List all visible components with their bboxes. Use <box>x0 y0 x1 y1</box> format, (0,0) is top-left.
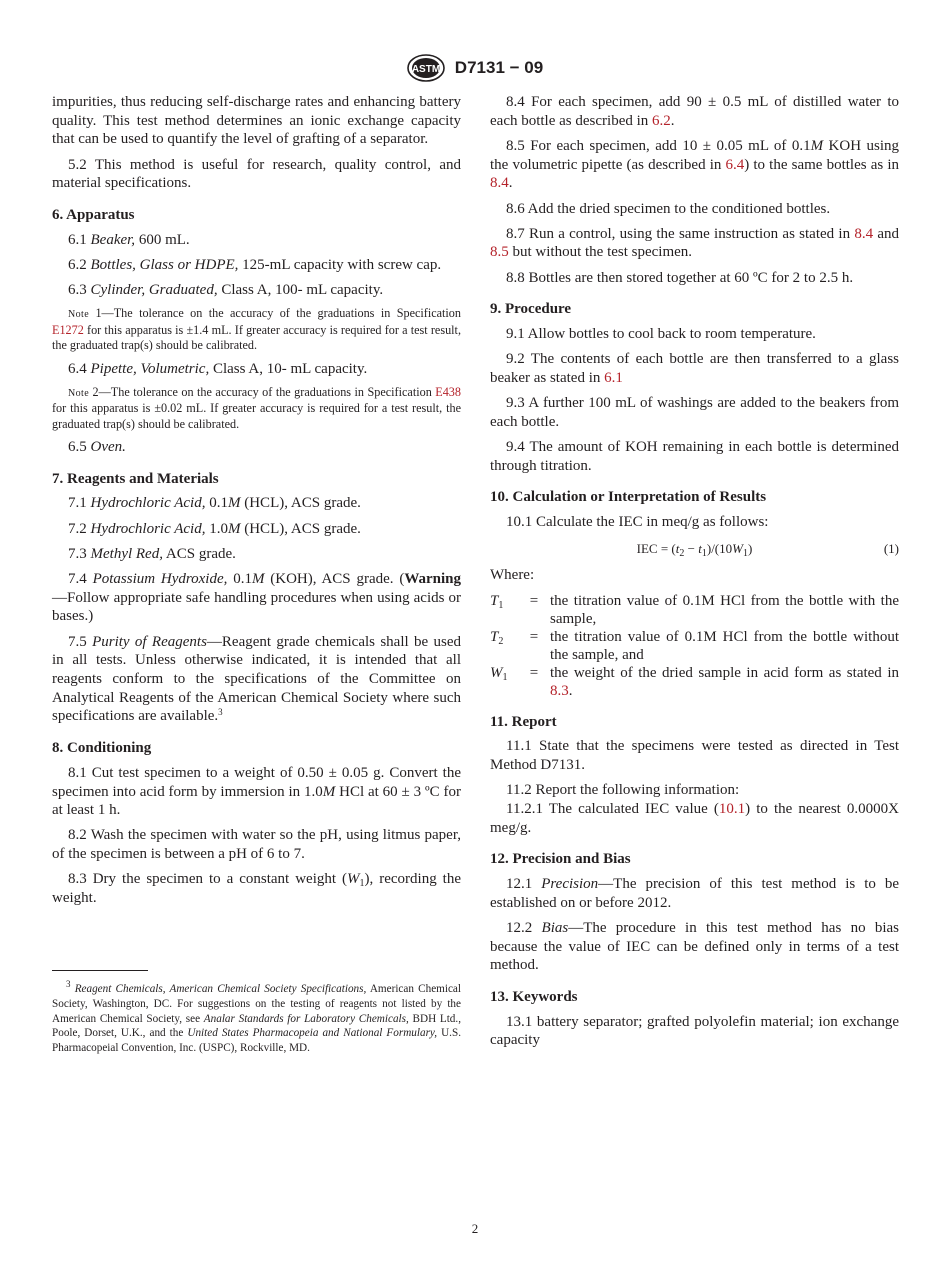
definition-row: $T_2$ = the titration value of 0.1M HCl from the bottle without the sample, and <box>490 628 899 663</box>
equation-number: (1) <box>883 541 899 557</box>
note-1: Note 1—The tolerance on the accuracy of the graduations in Specification E1272 for this apparatus is ±1.4 mL. If greater accuracy is required for a test result, the graduated trap(s) should be calibrated. <box>52 306 461 353</box>
section-6-5: 6.5 Oven. <box>68 438 126 455</box>
section-9-4: 9.4 The amount of KOH remaining in each bottle is determined through titration. <box>490 439 899 474</box>
section-7-2: 7.2 Hydrochloric Acid, 1.0M (HCL), ACS grade. <box>68 520 361 537</box>
section-7-3: 7.3 Methyl Red, ACS grade. <box>68 545 236 562</box>
document-designation: D7131 − 09 <box>454 58 544 77</box>
section-5-2: 5.2 This method is useful for research, quality control, and material specifications. <box>52 156 461 192</box>
heading-calculation: 10. Calculation or Interpretation of Results <box>490 489 767 506</box>
section-12-2: 12.2 Bias—The procedure in this test method has no bias because the value of IEC can be defined only in terms of a test method. <box>490 919 900 974</box>
link-e438[interactable]: E438 <box>435 384 461 399</box>
link-8-3[interactable]: 8.3 <box>550 682 569 699</box>
paragraph-continuation: impurities, thus reducing self-discharge rates and enhancing battery quality. This test method determines an ionic exchange capacity that can be used to quantify the level of grafting of a separator. <box>52 94 461 148</box>
link-6-2[interactable]: 6.2 <box>652 112 671 129</box>
section-9-2: 9.2 The contents of each bottle are then transferred to a glass beaker as stated in 6.1 <box>490 351 899 386</box>
equation-formula: IEC = $(t_2 - t_1)/(10W_1)$ <box>636 541 753 560</box>
footnote-3: $^3$ Reagent Chemicals, American Chemical Society Specifications, American Chemical Society, Washington, DC. For suggestions on the testing of reagents not listed by the American Chemical Society, see Analar Standards for Laboratory Chemicals, BDH Ltd., Poole, Dorset, U.K., and the United States Pharmacopeia and National Formulary, U.S. Pharmacopeial Convention, Inc. (USPC), Rockville, MD. <box>52 979 462 1055</box>
heading-procedure: 9. Procedure <box>490 301 572 318</box>
section-8-2: 8.2 Wash the specimen with water so the pH, using litmus paper, of the specimen is between a pH of 6 to 7. <box>52 827 461 863</box>
section-13-1: 13.1 battery separator; grafted polyolefin material; ion exchange capacity <box>490 1013 899 1049</box>
footnote-divider <box>52 970 148 971</box>
link-6-4[interactable]: 6.4 <box>725 156 745 173</box>
variable-definitions <box>490 592 899 700</box>
heading-apparatus: 6. Apparatus <box>52 207 135 224</box>
note-2: Note 2—The tolerance on the accuracy of the graduations in Specification E438 for this apparatus is ±0.02 mL. If greater accuracy is required for a test result, the graduated trap(s) should be calibrated. <box>52 384 461 431</box>
definition-row: $T_1$ = the titration value of 0.1M HCl from the bottle with the sample, <box>490 592 899 627</box>
page-number: 2 <box>471 1221 479 1236</box>
section-8-1: 8.1 Cut test specimen to a weight of 0.50 ± 0.05 g. Convert the specimen into acid form by immersion in 1.0M HCl at 60 ± 3 ºC for at least 1 h. <box>52 764 461 819</box>
section-6-4: 6.4 Pipette, Volumetric, Class A, 10- mL capacity. <box>68 360 368 377</box>
heading-conditioning: 8. Conditioning <box>52 740 152 757</box>
footnote-ref[interactable]: 3 <box>218 707 223 718</box>
section-8-4: 8.4 For each specimen, add 90 ± 0.5 mL of distilled water to each bottle as described in 6.2. <box>490 94 899 129</box>
section-6-1: 6.1 Beaker, 600 mL. <box>68 231 190 248</box>
section-6-2: 6.2 Bottles, Glass or HDPE, 125-mL capacity with screw cap. <box>68 256 442 273</box>
link-8-4[interactable]: 8.4 <box>854 225 874 242</box>
section-9-3: 9.3 A further 100 mL of washings are added to the beakers from each bottle. <box>490 395 899 430</box>
section-11-2: 11.2 Report the following information: <box>506 782 740 799</box>
link-8-5[interactable]: 8.5 <box>490 244 509 261</box>
page-header <box>0 54 950 82</box>
heading-precision-bias: 12. Precision and Bias <box>490 851 631 868</box>
definition-row: $W_1$ = the weight of the dried sample in acid form as stated in 8.3. <box>490 664 899 699</box>
heading-reagents: 7. Reagents and Materials <box>52 470 219 487</box>
section-8-8: 8.8 Bottles are then stored together at 60 ºC for 2 to 2.5 h. <box>506 269 854 286</box>
section-7-4: 7.4 Potassium Hydroxide, 0.1M (KOH), ACS grade. (Warning—Follow appropriate safe handling procedures when using acids or bases.) <box>52 570 462 625</box>
left-column <box>52 93 461 914</box>
section-8-5: 8.5 For each specimen, add 10 ± 0.05 mL of 0.1M KOH using the volumetric pipette (as described in 6.4) to the same bottles as in 8.4. <box>490 137 899 192</box>
section-11-1: 11.1 State that the specimens were tested as directed in Test Method D7131. <box>490 738 899 773</box>
astm-logo-icon <box>407 54 445 82</box>
section-6-3: 6.3 Cylinder, Graduated, Class A, 100- mL capacity. <box>68 282 384 299</box>
link-8-4[interactable]: 8.4 <box>490 175 509 192</box>
svg-text:ASTM: ASTM <box>411 64 440 75</box>
section-8-7: 8.7 Run a control, using the same instruction as stated in 8.4 and 8.5 but without the test specimen. <box>490 225 899 261</box>
section-7-5: 7.5 Purity of Reagents—Reagent grade chemicals shall be used in all tests. Unless otherwise indicated, it is intended that all reagents conform to the specifications of the Committee on Analytical Reagents of the American Chemical Society where such specifications are available.$^3$ <box>52 633 461 725</box>
link-10-1[interactable]: 10.1 <box>718 800 746 817</box>
link-6-1[interactable]: 6.1 <box>604 369 623 386</box>
section-10-1: 10.1 Calculate the IEC in meq/g as follows: <box>506 514 769 531</box>
link-e1272[interactable]: E1272 <box>52 322 84 337</box>
section-11-2-1: 11.2.1 The calculated IEC value (10.1) to the nearest 0.0000X meg/g. <box>490 800 899 836</box>
section-7-1: 7.1 Hydrochloric Acid, 0.1M (HCL), ACS grade. <box>68 495 361 512</box>
heading-report: 11. Report <box>490 713 557 730</box>
where-label: Where: <box>490 567 535 584</box>
section-9-1: 9.1 Allow bottles to cool back to room temperature. <box>506 326 816 343</box>
equation-1 <box>490 538 899 560</box>
section-8-6: 8.6 Add the dried specimen to the conditioned bottles. <box>506 200 831 217</box>
section-8-3: 8.3 Dry the specimen to a constant weight $(W_1)$, recording the weight. <box>52 871 461 907</box>
heading-keywords: 13. Keywords <box>490 989 578 1005</box>
right-column <box>490 93 899 1057</box>
section-12-1: 12.1 Precision—The precision of this test method is to be established on or before 2012. <box>490 875 900 911</box>
